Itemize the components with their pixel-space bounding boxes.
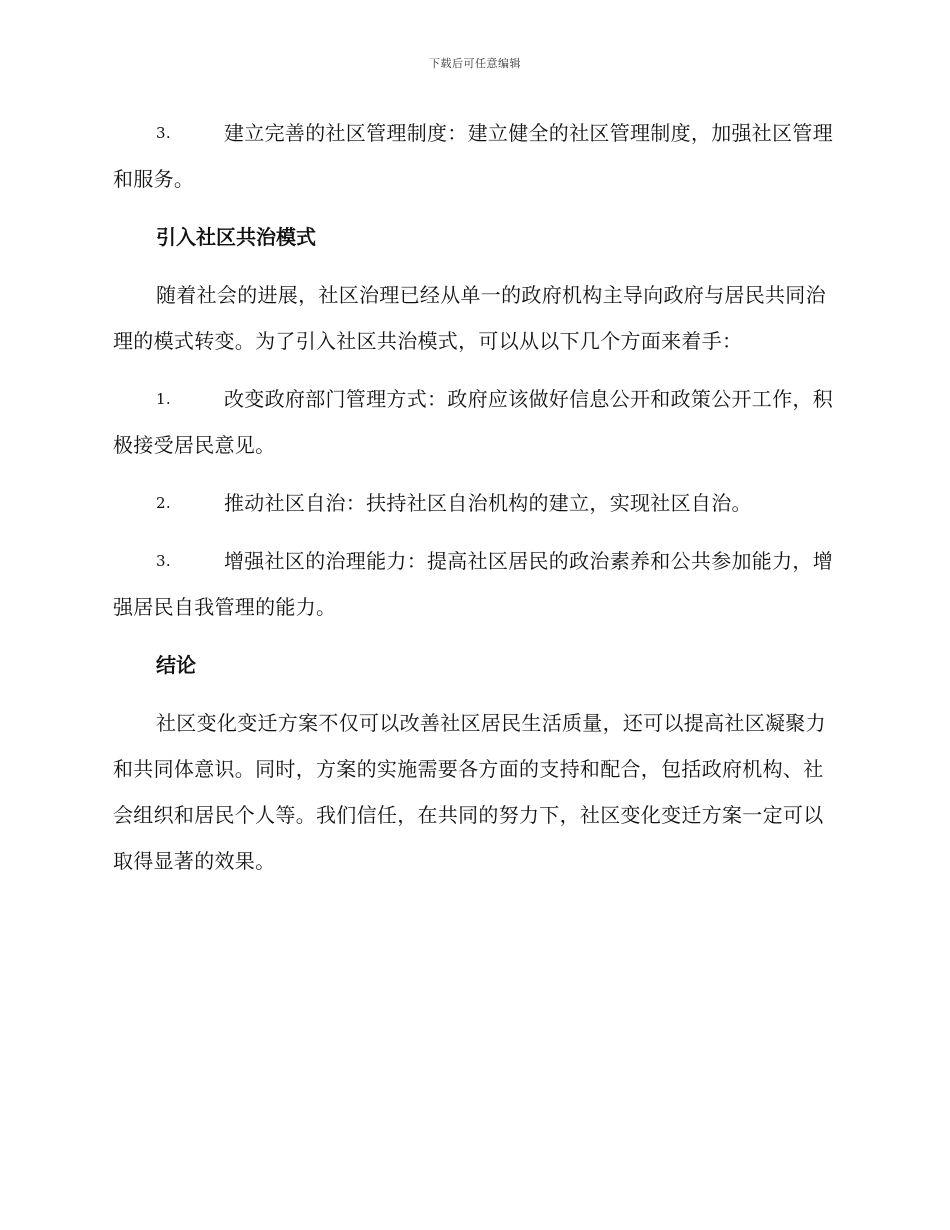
list-number: 3. <box>156 552 171 570</box>
section-heading-conclusion: 结论 <box>156 653 196 677</box>
list-item-text: 增强社区的治理能力：提高社区居民的政治素养和公共参加能力，增强居民自我管理的能力。 <box>113 549 833 619</box>
list-number: 3. <box>156 124 171 142</box>
paragraph-conclusion: 社区变化变迁方案不仅可以改善社区居民生活质量，还可以提高社区凝聚力和共同体意识。同时，方案的实施需要各方面的支持和配合，包括政府机构、社会组织和居民个人等。我们信任，在共同的努力下，社区变化变迁方案一定可以取得显著的效果。 <box>113 711 826 873</box>
list-item-governance-capacity <box>113 538 835 630</box>
list-number: 1. <box>156 390 171 408</box>
page-header: 下载后可任意编辑 <box>429 57 521 70</box>
list-item-community-autonomy <box>113 480 835 526</box>
list-item-text: 建立完善的社区管理制度：建立健全的社区管理制度，加强社区管理和服务。 <box>113 121 833 191</box>
section-heading-co-governance: 引入社区共治模式 <box>156 225 316 249</box>
list-item-text: 推动社区自治：扶持社区自治机构的建立，实现社区自治。 <box>224 491 752 515</box>
document-body <box>113 110 835 896</box>
list-item-management-system <box>113 110 835 202</box>
paragraph-co-governance-intro: 随着社会的进展，社区治理已经从单一的政府机构主导向政府与居民共同治理的模式转变。为了引入社区共治模式，可以从以下几个方面来着手： <box>113 283 826 353</box>
list-number: 2. <box>156 494 171 512</box>
list-item-text: 改变政府部门管理方式：政府应该做好信息公开和政策公开工作，积极接受居民意见。 <box>113 387 833 457</box>
list-item-government-management <box>113 376 835 468</box>
